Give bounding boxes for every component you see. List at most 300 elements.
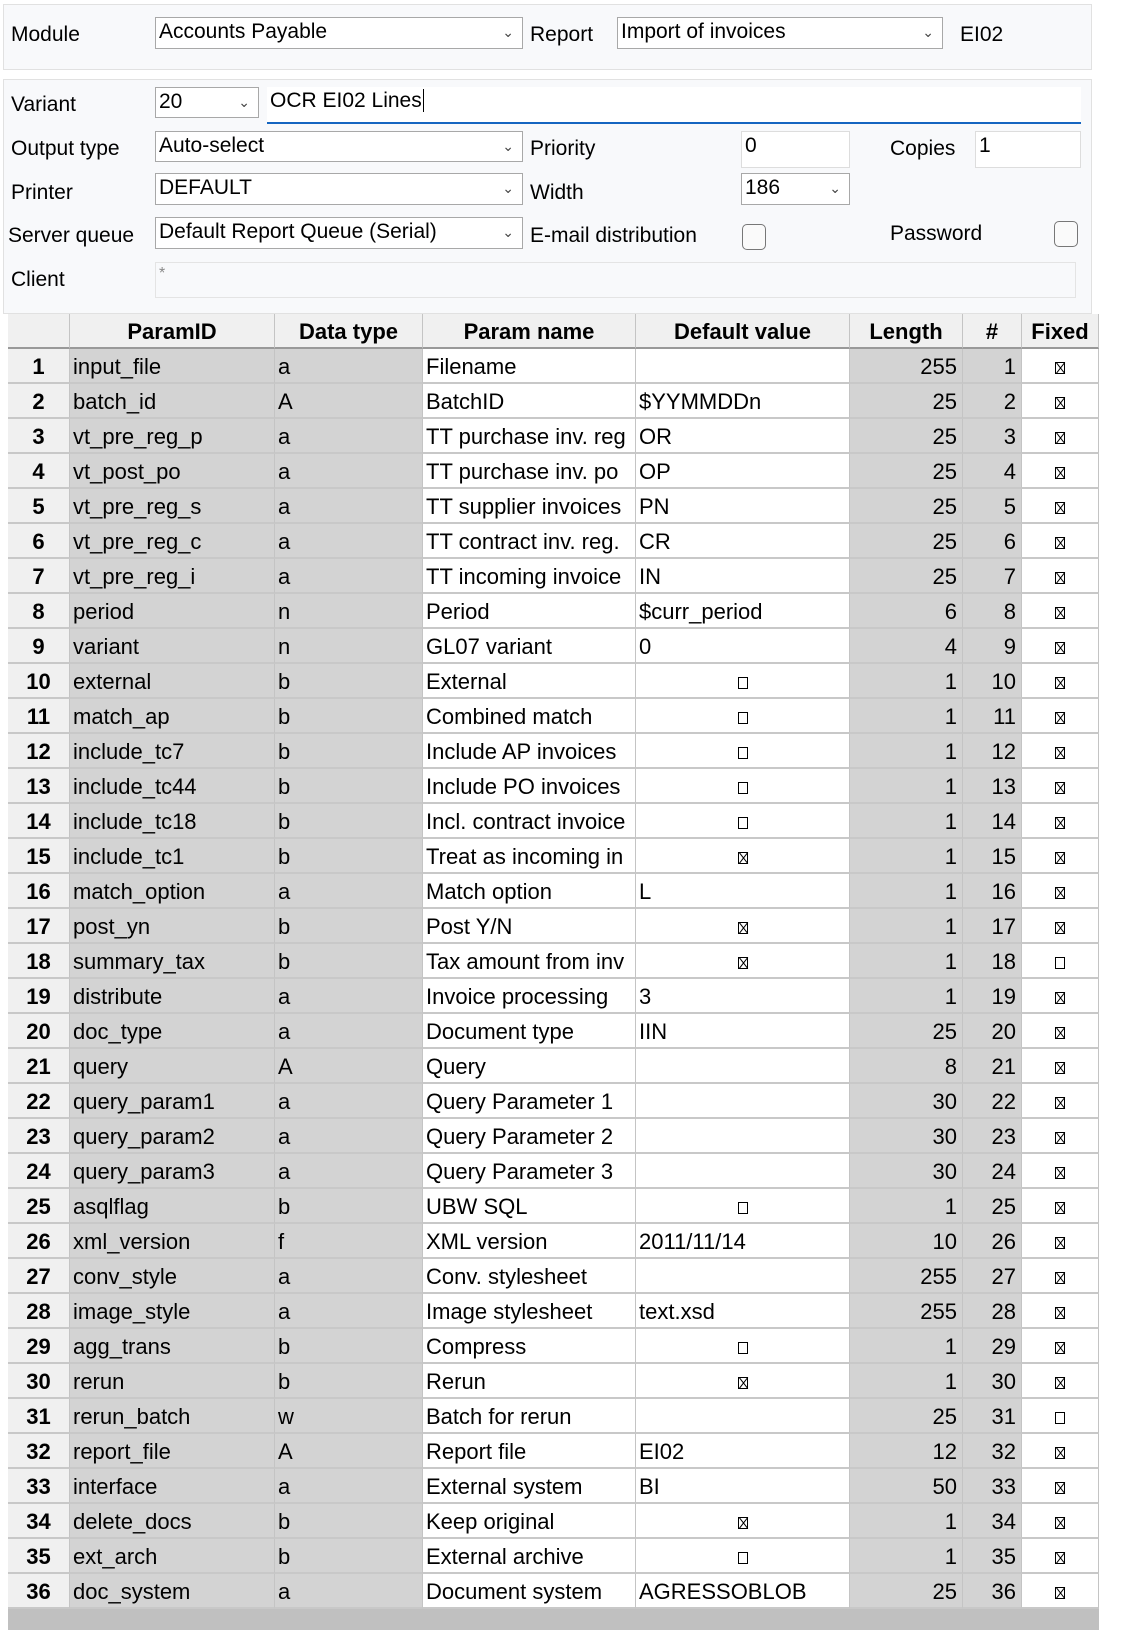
fixed-cell[interactable]: [1022, 1049, 1099, 1084]
length-cell[interactable]: 30: [850, 1084, 963, 1119]
unchecked-checkbox-icon[interactable]: [1055, 957, 1065, 969]
param-name-cell[interactable]: Include AP invoices: [423, 734, 636, 769]
data-type-cell[interactable]: A: [275, 1049, 423, 1084]
table-row[interactable]: [8, 1434, 1099, 1469]
row-number-cell[interactable]: 22: [8, 1084, 70, 1119]
data-type-cell[interactable]: a: [275, 454, 423, 489]
data-type-cell[interactable]: b: [275, 839, 423, 874]
data-type-cell[interactable]: b: [275, 944, 423, 979]
row-number-cell[interactable]: 13: [8, 769, 70, 804]
checked-checkbox-icon[interactable]: [1055, 922, 1065, 934]
sequence-cell[interactable]: 33: [963, 1469, 1022, 1504]
unchecked-checkbox-icon[interactable]: [738, 747, 748, 759]
data-type-cell[interactable]: b: [275, 909, 423, 944]
table-row[interactable]: [8, 384, 1099, 419]
column-header[interactable]: [8, 314, 70, 349]
param-id-cell[interactable]: interface: [70, 1469, 275, 1504]
default-value-cell[interactable]: 0: [636, 629, 850, 664]
table-row[interactable]: [8, 874, 1099, 909]
default-value-cell[interactable]: 2011/11/14: [636, 1224, 850, 1259]
param-id-cell[interactable]: report_file: [70, 1434, 275, 1469]
email-distribution-checkbox[interactable]: [742, 224, 766, 250]
param-id-cell[interactable]: batch_id: [70, 384, 275, 419]
fixed-cell[interactable]: [1022, 594, 1099, 629]
sequence-cell[interactable]: 2: [963, 384, 1022, 419]
table-row[interactable]: [8, 1574, 1099, 1609]
checked-checkbox-icon[interactable]: [1055, 852, 1065, 864]
table-row[interactable]: [8, 454, 1099, 489]
row-number-cell[interactable]: 5: [8, 489, 70, 524]
default-value-cell[interactable]: [636, 1084, 850, 1119]
row-number-cell[interactable]: 2: [8, 384, 70, 419]
row-number-cell[interactable]: 35: [8, 1539, 70, 1574]
default-value-cell[interactable]: [636, 1399, 850, 1434]
length-cell[interactable]: 25: [850, 489, 963, 524]
variant-name-input[interactable]: [267, 87, 1081, 124]
sequence-cell[interactable]: 25: [963, 1189, 1022, 1224]
fixed-cell[interactable]: [1022, 664, 1099, 699]
checked-checkbox-icon[interactable]: [1055, 712, 1065, 724]
checked-checkbox-icon[interactable]: [1055, 397, 1065, 409]
fixed-cell[interactable]: [1022, 769, 1099, 804]
sequence-cell[interactable]: 10: [963, 664, 1022, 699]
length-cell[interactable]: 1: [850, 734, 963, 769]
table-row[interactable]: [8, 1364, 1099, 1399]
default-value-cell[interactable]: IIN: [636, 1014, 850, 1049]
table-row[interactable]: [8, 839, 1099, 874]
default-value-cell[interactable]: BI: [636, 1469, 850, 1504]
row-number-cell[interactable]: 17: [8, 909, 70, 944]
data-type-cell[interactable]: a: [275, 1294, 423, 1329]
param-id-cell[interactable]: image_style: [70, 1294, 275, 1329]
table-row[interactable]: [8, 1504, 1099, 1539]
table-row[interactable]: [8, 1329, 1099, 1364]
fixed-cell[interactable]: [1022, 839, 1099, 874]
param-name-cell[interactable]: Treat as incoming in: [423, 839, 636, 874]
param-id-cell[interactable]: vt_pre_reg_i: [70, 559, 275, 594]
default-value-cell[interactable]: $curr_period: [636, 594, 850, 629]
data-type-cell[interactable]: f: [275, 1224, 423, 1259]
sequence-cell[interactable]: 11: [963, 699, 1022, 734]
data-type-cell[interactable]: b: [275, 1504, 423, 1539]
report-dropdown[interactable]: [617, 17, 943, 49]
default-value-cell[interactable]: [636, 839, 850, 874]
sequence-cell[interactable]: 32: [963, 1434, 1022, 1469]
sequence-cell[interactable]: 27: [963, 1259, 1022, 1294]
unchecked-checkbox-icon[interactable]: [738, 782, 748, 794]
data-type-cell[interactable]: a: [275, 1469, 423, 1504]
param-name-cell[interactable]: Batch for rerun: [423, 1399, 636, 1434]
param-name-cell[interactable]: Query: [423, 1049, 636, 1084]
param-id-cell[interactable]: input_file: [70, 349, 275, 384]
sequence-cell[interactable]: 4: [963, 454, 1022, 489]
table-row[interactable]: [8, 1084, 1099, 1119]
checked-checkbox-icon[interactable]: [1055, 1342, 1065, 1354]
table-row[interactable]: [8, 944, 1099, 979]
checked-checkbox-icon[interactable]: [1055, 1237, 1065, 1249]
checked-checkbox-icon[interactable]: [1055, 887, 1065, 899]
fixed-cell[interactable]: [1022, 524, 1099, 559]
length-cell[interactable]: 1: [850, 804, 963, 839]
fixed-cell[interactable]: [1022, 734, 1099, 769]
checked-checkbox-icon[interactable]: [1055, 1552, 1065, 1564]
length-cell[interactable]: 1: [850, 944, 963, 979]
row-number-cell[interactable]: 3: [8, 419, 70, 454]
fixed-cell[interactable]: [1022, 1189, 1099, 1224]
row-number-cell[interactable]: 4: [8, 454, 70, 489]
param-name-cell[interactable]: Include PO invoices: [423, 769, 636, 804]
param-name-cell[interactable]: Invoice processing: [423, 979, 636, 1014]
default-value-cell[interactable]: [636, 734, 850, 769]
param-name-cell[interactable]: Incl. contract invoice: [423, 804, 636, 839]
fixed-cell[interactable]: [1022, 1539, 1099, 1574]
checked-checkbox-icon[interactable]: [1055, 537, 1065, 549]
row-number-cell[interactable]: 34: [8, 1504, 70, 1539]
data-type-cell[interactable]: n: [275, 594, 423, 629]
param-name-cell[interactable]: GL07 variant: [423, 629, 636, 664]
param-name-cell[interactable]: Match option: [423, 874, 636, 909]
param-id-cell[interactable]: vt_pre_reg_p: [70, 419, 275, 454]
length-cell[interactable]: 1: [850, 909, 963, 944]
checked-checkbox-icon[interactable]: [1055, 747, 1065, 759]
param-id-cell[interactable]: query: [70, 1049, 275, 1084]
param-name-cell[interactable]: Report file: [423, 1434, 636, 1469]
default-value-cell[interactable]: [636, 349, 850, 384]
copies-input[interactable]: 1: [975, 131, 1081, 168]
data-type-cell[interactable]: a: [275, 1574, 423, 1609]
sequence-cell[interactable]: 1: [963, 349, 1022, 384]
table-row[interactable]: [8, 734, 1099, 769]
fixed-cell[interactable]: [1022, 559, 1099, 594]
fixed-cell[interactable]: [1022, 1329, 1099, 1364]
row-number-cell[interactable]: 31: [8, 1399, 70, 1434]
length-cell[interactable]: 8: [850, 1049, 963, 1084]
sequence-cell[interactable]: 17: [963, 909, 1022, 944]
length-cell[interactable]: 1: [850, 979, 963, 1014]
param-id-cell[interactable]: conv_style: [70, 1259, 275, 1294]
checked-checkbox-icon[interactable]: [1055, 1167, 1065, 1179]
table-row[interactable]: [8, 769, 1099, 804]
checked-checkbox-icon[interactable]: [1055, 642, 1065, 654]
table-row[interactable]: [8, 524, 1099, 559]
fixed-cell[interactable]: [1022, 1154, 1099, 1189]
param-id-cell[interactable]: rerun_batch: [70, 1399, 275, 1434]
default-value-cell[interactable]: IN: [636, 559, 850, 594]
param-id-cell[interactable]: include_tc1: [70, 839, 275, 874]
default-value-cell[interactable]: [636, 1329, 850, 1364]
checked-checkbox-icon[interactable]: [1055, 1202, 1065, 1214]
default-value-cell[interactable]: OR: [636, 419, 850, 454]
column-header[interactable]: #: [963, 314, 1022, 349]
row-number-cell[interactable]: 29: [8, 1329, 70, 1364]
row-number-cell[interactable]: 18: [8, 944, 70, 979]
table-row[interactable]: [8, 1049, 1099, 1084]
default-value-cell[interactable]: L: [636, 874, 850, 909]
default-value-cell[interactable]: $YYMMDDn: [636, 384, 850, 419]
param-id-cell[interactable]: vt_pre_reg_s: [70, 489, 275, 524]
sequence-cell[interactable]: 6: [963, 524, 1022, 559]
checked-checkbox-icon[interactable]: [738, 922, 748, 934]
fixed-cell[interactable]: [1022, 419, 1099, 454]
row-number-cell[interactable]: 21: [8, 1049, 70, 1084]
unchecked-checkbox-icon[interactable]: [738, 1342, 748, 1354]
table-row[interactable]: [8, 664, 1099, 699]
param-name-cell[interactable]: Query Parameter 1: [423, 1084, 636, 1119]
row-number-cell[interactable]: 33: [8, 1469, 70, 1504]
unchecked-checkbox-icon[interactable]: [738, 712, 748, 724]
fixed-cell[interactable]: [1022, 1574, 1099, 1609]
checked-checkbox-icon[interactable]: [1055, 1062, 1065, 1074]
default-value-cell[interactable]: AGRESSOBLOB: [636, 1574, 850, 1609]
table-row[interactable]: [8, 1294, 1099, 1329]
param-name-cell[interactable]: TT incoming invoice: [423, 559, 636, 594]
table-row[interactable]: [8, 1469, 1099, 1504]
checked-checkbox-icon[interactable]: [738, 1517, 748, 1529]
checked-checkbox-icon[interactable]: [1055, 467, 1065, 479]
fixed-cell[interactable]: [1022, 1084, 1099, 1119]
sequence-cell[interactable]: 16: [963, 874, 1022, 909]
param-id-cell[interactable]: vt_pre_reg_c: [70, 524, 275, 559]
row-number-cell[interactable]: 27: [8, 1259, 70, 1294]
checked-checkbox-icon[interactable]: [1055, 1587, 1065, 1599]
sequence-cell[interactable]: 26: [963, 1224, 1022, 1259]
priority-input[interactable]: 0: [741, 131, 850, 168]
variant-dropdown[interactable]: [155, 87, 259, 118]
checked-checkbox-icon[interactable]: [1055, 1447, 1065, 1459]
param-name-cell[interactable]: Tax amount from inv: [423, 944, 636, 979]
sequence-cell[interactable]: 36: [963, 1574, 1022, 1609]
row-number-cell[interactable]: 23: [8, 1119, 70, 1154]
row-number-cell[interactable]: 25: [8, 1189, 70, 1224]
param-id-cell[interactable]: query_param1: [70, 1084, 275, 1119]
data-type-cell[interactable]: b: [275, 1329, 423, 1364]
row-number-cell[interactable]: 16: [8, 874, 70, 909]
checked-checkbox-icon[interactable]: [1055, 782, 1065, 794]
data-type-cell[interactable]: a: [275, 559, 423, 594]
default-value-cell[interactable]: PN: [636, 489, 850, 524]
length-cell[interactable]: 4: [850, 629, 963, 664]
checked-checkbox-icon[interactable]: [1055, 572, 1065, 584]
param-name-cell[interactable]: TT purchase inv. po: [423, 454, 636, 489]
row-number-cell[interactable]: 11: [8, 699, 70, 734]
default-value-cell[interactable]: [636, 1189, 850, 1224]
row-number-cell[interactable]: 8: [8, 594, 70, 629]
fixed-cell[interactable]: [1022, 1294, 1099, 1329]
param-name-cell[interactable]: TT contract inv. reg.: [423, 524, 636, 559]
sequence-cell[interactable]: 3: [963, 419, 1022, 454]
checked-checkbox-icon[interactable]: [1055, 1377, 1065, 1389]
row-number-cell[interactable]: 24: [8, 1154, 70, 1189]
output-type-dropdown[interactable]: [155, 131, 523, 162]
column-header[interactable]: Fixed: [1022, 314, 1099, 349]
length-cell[interactable]: 25: [850, 559, 963, 594]
sequence-cell[interactable]: 15: [963, 839, 1022, 874]
data-type-cell[interactable]: b: [275, 734, 423, 769]
param-name-cell[interactable]: Post Y/N: [423, 909, 636, 944]
table-row[interactable]: [8, 1154, 1099, 1189]
row-number-cell[interactable]: 6: [8, 524, 70, 559]
checked-checkbox-icon[interactable]: [1055, 817, 1065, 829]
param-name-cell[interactable]: Query Parameter 3: [423, 1154, 636, 1189]
default-value-cell[interactable]: text.xsd: [636, 1294, 850, 1329]
param-name-cell[interactable]: Period: [423, 594, 636, 629]
param-name-cell[interactable]: Document system: [423, 1574, 636, 1609]
sequence-cell[interactable]: 5: [963, 489, 1022, 524]
length-cell[interactable]: 1: [850, 1329, 963, 1364]
row-number-cell[interactable]: 1: [8, 349, 70, 384]
param-id-cell[interactable]: include_tc7: [70, 734, 275, 769]
param-name-cell[interactable]: External: [423, 664, 636, 699]
param-id-cell[interactable]: query_param3: [70, 1154, 275, 1189]
length-cell[interactable]: 25: [850, 454, 963, 489]
checked-checkbox-icon[interactable]: [738, 1377, 748, 1389]
param-id-cell[interactable]: distribute: [70, 979, 275, 1014]
param-name-cell[interactable]: Keep original: [423, 1504, 636, 1539]
fixed-cell[interactable]: [1022, 1259, 1099, 1294]
default-value-cell[interactable]: [636, 804, 850, 839]
length-cell[interactable]: 1: [850, 1539, 963, 1574]
sequence-cell[interactable]: 24: [963, 1154, 1022, 1189]
param-id-cell[interactable]: external: [70, 664, 275, 699]
default-value-cell[interactable]: [636, 1049, 850, 1084]
row-number-cell[interactable]: 30: [8, 1364, 70, 1399]
param-name-cell[interactable]: External archive: [423, 1539, 636, 1574]
sequence-cell[interactable]: 20: [963, 1014, 1022, 1049]
data-type-cell[interactable]: a: [275, 874, 423, 909]
length-cell[interactable]: 25: [850, 384, 963, 419]
table-row[interactable]: [8, 629, 1099, 664]
sequence-cell[interactable]: 21: [963, 1049, 1022, 1084]
checked-checkbox-icon[interactable]: [1055, 432, 1065, 444]
length-cell[interactable]: 30: [850, 1119, 963, 1154]
server-queue-dropdown[interactable]: [155, 217, 523, 249]
checked-checkbox-icon[interactable]: [1055, 677, 1065, 689]
fixed-cell[interactable]: [1022, 909, 1099, 944]
data-type-cell[interactable]: b: [275, 804, 423, 839]
data-type-cell[interactable]: a: [275, 489, 423, 524]
length-cell[interactable]: 30: [850, 1154, 963, 1189]
default-value-cell[interactable]: [636, 699, 850, 734]
data-type-cell[interactable]: a: [275, 419, 423, 454]
table-row[interactable]: [8, 1399, 1099, 1434]
length-cell[interactable]: 1: [850, 1504, 963, 1539]
sequence-cell[interactable]: 7: [963, 559, 1022, 594]
length-cell[interactable]: 25: [850, 419, 963, 454]
row-number-cell[interactable]: 7: [8, 559, 70, 594]
checked-checkbox-icon[interactable]: [1055, 362, 1065, 374]
default-value-cell[interactable]: [636, 769, 850, 804]
param-name-cell[interactable]: Compress: [423, 1329, 636, 1364]
checked-checkbox-icon[interactable]: [1055, 992, 1065, 1004]
column-header[interactable]: Default value: [636, 314, 850, 349]
table-row[interactable]: [8, 559, 1099, 594]
printer-dropdown[interactable]: [155, 173, 523, 205]
checked-checkbox-icon[interactable]: [1055, 502, 1065, 514]
column-header[interactable]: Length: [850, 314, 963, 349]
length-cell[interactable]: 25: [850, 524, 963, 559]
sequence-cell[interactable]: 8: [963, 594, 1022, 629]
data-type-cell[interactable]: a: [275, 1259, 423, 1294]
fixed-cell[interactable]: [1022, 1399, 1099, 1434]
param-name-cell[interactable]: BatchID: [423, 384, 636, 419]
length-cell[interactable]: 1: [850, 1189, 963, 1224]
row-number-cell[interactable]: 15: [8, 839, 70, 874]
length-cell[interactable]: 25: [850, 1574, 963, 1609]
sequence-cell[interactable]: 9: [963, 629, 1022, 664]
data-type-cell[interactable]: a: [275, 349, 423, 384]
param-name-cell[interactable]: Image stylesheet: [423, 1294, 636, 1329]
param-id-cell[interactable]: agg_trans: [70, 1329, 275, 1364]
data-type-cell[interactable]: b: [275, 664, 423, 699]
data-type-cell[interactable]: b: [275, 1539, 423, 1574]
fixed-cell[interactable]: [1022, 1434, 1099, 1469]
fixed-cell[interactable]: [1022, 454, 1099, 489]
param-id-cell[interactable]: summary_tax: [70, 944, 275, 979]
unchecked-checkbox-icon[interactable]: [1055, 1412, 1065, 1424]
checked-checkbox-icon[interactable]: [738, 852, 748, 864]
table-row[interactable]: [8, 804, 1099, 839]
table-row[interactable]: [8, 1224, 1099, 1259]
checked-checkbox-icon[interactable]: [1055, 1517, 1065, 1529]
fixed-cell[interactable]: [1022, 1364, 1099, 1399]
row-number-cell[interactable]: 12: [8, 734, 70, 769]
row-number-cell[interactable]: 14: [8, 804, 70, 839]
param-id-cell[interactable]: ext_arch: [70, 1539, 275, 1574]
default-value-cell[interactable]: [636, 1504, 850, 1539]
sequence-cell[interactable]: 35: [963, 1539, 1022, 1574]
fixed-cell[interactable]: [1022, 349, 1099, 384]
data-type-cell[interactable]: a: [275, 979, 423, 1014]
data-type-cell[interactable]: b: [275, 699, 423, 734]
param-name-cell[interactable]: Document type: [423, 1014, 636, 1049]
column-header[interactable]: Param name: [423, 314, 636, 349]
length-cell[interactable]: 50: [850, 1469, 963, 1504]
table-row[interactable]: [8, 979, 1099, 1014]
length-cell[interactable]: 25: [850, 1399, 963, 1434]
column-header[interactable]: ParamID: [70, 314, 275, 349]
sequence-cell[interactable]: 34: [963, 1504, 1022, 1539]
param-name-cell[interactable]: External system: [423, 1469, 636, 1504]
data-type-cell[interactable]: A: [275, 1434, 423, 1469]
default-value-cell[interactable]: [636, 1259, 850, 1294]
param-id-cell[interactable]: period: [70, 594, 275, 629]
sequence-cell[interactable]: 12: [963, 734, 1022, 769]
fixed-cell[interactable]: [1022, 1119, 1099, 1154]
default-value-cell[interactable]: [636, 1154, 850, 1189]
data-type-cell[interactable]: A: [275, 384, 423, 419]
param-id-cell[interactable]: include_tc18: [70, 804, 275, 839]
data-type-cell[interactable]: a: [275, 1119, 423, 1154]
data-type-cell[interactable]: a: [275, 1084, 423, 1119]
default-value-cell[interactable]: 3: [636, 979, 850, 1014]
table-row[interactable]: [8, 1189, 1099, 1224]
row-number-cell[interactable]: 20: [8, 1014, 70, 1049]
sequence-cell[interactable]: 31: [963, 1399, 1022, 1434]
sequence-cell[interactable]: 22: [963, 1084, 1022, 1119]
length-cell[interactable]: 255: [850, 1259, 963, 1294]
row-number-cell[interactable]: 26: [8, 1224, 70, 1259]
fixed-cell[interactable]: [1022, 1224, 1099, 1259]
fixed-cell[interactable]: [1022, 699, 1099, 734]
length-cell[interactable]: 1: [850, 699, 963, 734]
default-value-cell[interactable]: [636, 944, 850, 979]
param-id-cell[interactable]: rerun: [70, 1364, 275, 1399]
fixed-cell[interactable]: [1022, 804, 1099, 839]
default-value-cell[interactable]: [636, 1539, 850, 1574]
default-value-cell[interactable]: OP: [636, 454, 850, 489]
sequence-cell[interactable]: 18: [963, 944, 1022, 979]
param-id-cell[interactable]: match_option: [70, 874, 275, 909]
